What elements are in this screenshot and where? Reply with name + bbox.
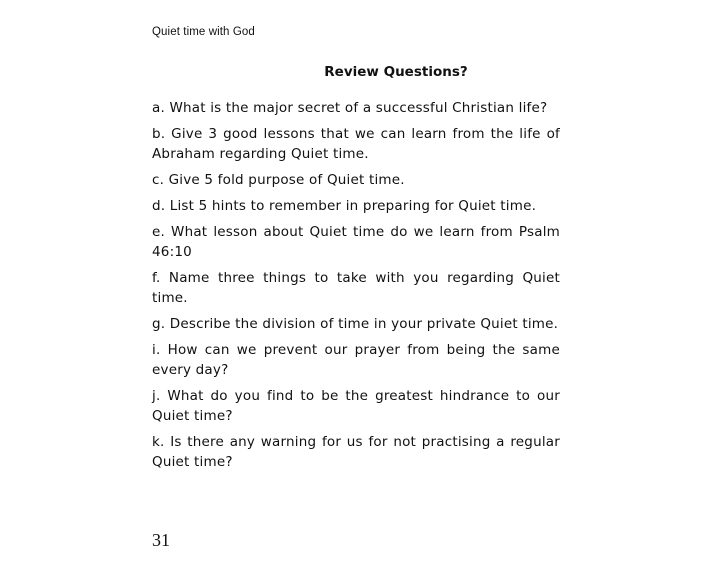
page-title: Review Questions? xyxy=(324,64,468,80)
page-number: 31 xyxy=(152,530,170,550)
question-item: i. How can we prevent our prayer from being the same every day? xyxy=(152,342,560,378)
question-item: d. List 5 hints to remember in preparing for Quiet time. xyxy=(152,198,537,214)
review-questions-list xyxy=(152,98,560,478)
question-item: b. Give 3 good lessons that we can learn from the life of Abraham regarding Quiet time. xyxy=(152,126,560,162)
question-item: g. Describe the division of time in your private Quiet time. xyxy=(152,316,559,332)
question-item: e. What lesson about Quiet time do we learn from Psalm 46:10 xyxy=(152,224,560,260)
question-item: k. Is there any warning for us for not practising a regular Quiet time? xyxy=(152,434,560,470)
question-item: a. What is the major secret of a successful Christian life? xyxy=(152,100,548,116)
question-item: f. Name three things to take with you regarding Quiet time. xyxy=(152,270,560,306)
running-header: Quiet time with God xyxy=(152,26,255,38)
question-item: j. What do you find to be the greatest hindrance to our Quiet time? xyxy=(152,388,560,424)
question-item: c. Give 5 fold purpose of Quiet time. xyxy=(152,172,405,188)
